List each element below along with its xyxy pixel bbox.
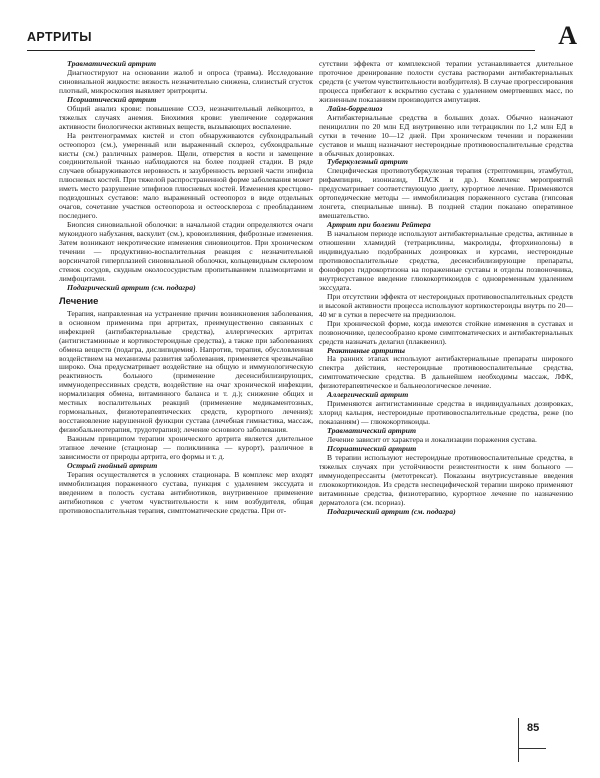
subheading: Подагрический артрит (см. подагра) xyxy=(327,506,456,516)
subheading: Подагрический артрит (см. подагра) xyxy=(67,282,196,292)
paragraph: Диагностируют на основании жалоб и опроса (травма). Исследование синовиальной жидкости: вязкость незначительно снижена, слизистый сгусток плотный, микроскопия выявляет эритроциты. xyxy=(59,67,313,95)
page-number: 85 xyxy=(527,722,540,734)
paragraph: Важным принципом терапии хронического артрита является длительное этапное лечение (стационар — поликлиника — курорт), различное в зависимости от природы артрита, его формы и т. д. xyxy=(59,434,313,461)
subheading: Острый гнойный артрит xyxy=(67,460,158,470)
right-column xyxy=(319,60,573,517)
left-column xyxy=(59,60,313,516)
paragraph: При хронической форме, когда имеются стойкие изменения в суставах и позвоночнике, целесообразно кроме симптоматических и антибактериальных средств назначать делагил (плаквенил). xyxy=(319,318,573,346)
subheading: Травматический артрит xyxy=(67,59,157,68)
paragraph: Общий анализ крови: повышение СОЭ, незначительный лейкоцитоз, в тяжелых случаях анемия. Биохимия крови: увеличение содержания активности биологически активных веществ, вызывающих воспаление. xyxy=(59,103,313,131)
paragraph: Терапия осуществляется в условиях стационара. В комплекс мер входят иммобилизация пораженного сустава, пункция с удалением экссудата и введением в полость сустава антибиотиков, внутривенное применение антибиотиков с учетом чувствительности к ним возбудителя, общая противовоспалительная терапия, симптоматические средства. При от- xyxy=(59,469,313,515)
subheading: Псориатический артрит xyxy=(67,94,157,104)
subheading: Туберкулезный артрит xyxy=(327,157,408,167)
subheading: Артрит при болезни Рейтера xyxy=(327,220,431,230)
paragraph: Антибактериальные средства в больших дозах. Обычно назначают пенициллин по 20 млн ЕД внутривенно или тетрациклин по 1,2 млн ЕД в сутки в течение 10—12 дней. При хроническом течении и поражении суставов и мышц назначают нестероидные противовоспалительные средства в обычных дозировках. xyxy=(319,112,573,158)
paragraph: При отсутствии эффекта от нестероидных противовоспалительных средств и высокой активности процесса используют кортикостероиды внутрь по 20—40 мг в сутки в пересчете на преднизолон. xyxy=(319,291,573,319)
section-letter: А xyxy=(558,21,577,50)
paragraph: На рентгенограммах кистей и стоп обнаруживаются субхондральный остеопороз (см.), умеренный или выраженный склероз, субхондральные кисты (см.) различных размеров. Щели, отверстия в кости и замещение соединительной тканью наблюдаются на более поздней стадии. В ряде случаев обнаруживаются неровность и зазубренность верхней части эпифиза плюсневых костей. При тяжелой распространенной форме заболевания может иметь место разрушение эпифизов плюсневых костей. Изменения крестцово-подвздошных суставов: мало выраженный остеопороз в виде отдельных очагов, сочетание участков остеопороза и остеосклероза с преобладанием последнего. xyxy=(59,130,313,221)
paragraph: В терапии используют нестероидные противовоспалительные средства, в тяжелых случаях при устойчивости резистентности к ним больного — иммунодепрессанты (метотрексат). Показаны внутрисуставные введения глюкокортикоидов. Из средств неспецифической терапии широко применяют витаминные средства, физиотерапию, курортное лечение по назначению дерматолога (см. псориаз). xyxy=(319,452,573,507)
subheading: Травматический артрит xyxy=(327,426,417,436)
header-rule xyxy=(27,50,535,51)
subheading: Аллергический артрит xyxy=(327,390,409,400)
footer-rule xyxy=(518,718,519,762)
subheading: Лайм-боррелиоз xyxy=(327,103,383,113)
paragraph: В начальном периоде используют антибактериальные средства, активные в отношении хламидий (тетрациклины, макролиды, фторхинолоны) в индивидуально подобранных дозировках и курсами, нестероидные противовоспалительные средства, десенсибилизирующие препараты, фонофорез гидрокортизона на пораженные суставы и отделы позвоночника, внутрисуставное введение глюкокортикоидов с одновременным удалением экссудата. xyxy=(319,229,573,292)
footer-line xyxy=(518,748,546,749)
running-title: АРТРИТЫ xyxy=(27,30,92,44)
subheading: Псориатический артрит xyxy=(327,443,417,453)
paragraph: На ранних этапах используют антибактериальные препараты широкого спектра действия, нестероидные противовоспалительные средства, симптоматические средства. В дальнейшем необходимы массаж, ЛФК, физиотерапевтическое и бальнеологическое лечение. xyxy=(319,354,573,391)
subheading: Реактивные артриты xyxy=(327,345,406,355)
section-heading: Лечение xyxy=(59,295,99,307)
paragraph: Применяются антигистаминные средства в индивидуальных дозировках, хлорид кальция, нестероидные противовоспалительные средства, реже (по показаниям) — глюкокортикоиды. xyxy=(319,399,573,427)
paragraph: Терапия, направленная на устранение причин возникновения заболевания, в основном применима при артритах, преимущественно связанных с инфекцией (антибактериальные средства), аллергических артритах (антигистаминные и кортикостероидные средства), а также при заболеваниях обмена веществ (подагра, дислипидемия). Напротив, терапия, обусловленная воздействием на механизмы развития заболевания, применяется чрезвычайно широко. Она предусматривает воздействие на общую и иммунологическую реактивность больного (применение десенсибилизирующих, иммунодепрессивных средств, воздействие на очаг хронической инфекции, нормализация обмена, витаминного баланса и т. д.); снижение общих и местных воспалительных реакций (применение медикаментозных, гормональных, физиотерапевтических средств, курортного лечения); восстановление нарушенной функции сустава (лечебная гимнастика, массаж, физиобальнеотерапия, трудотерапия); лечение основного заболевания. xyxy=(59,308,313,435)
paragraph: Лечение зависит от характера и локализации поражения сустава. xyxy=(327,435,537,445)
paragraph: Биопсия синовиальной оболочки: в начальной стадии определяются очаги мукоидного набухания, васкулит (см.), кровоизлияния, фиброзные изменения. Затем возникают некротические изменения синовиоцитов. При хроническом течении — продуктивно-воспалительная реакция с незначительной ворсинчатой гиперплазией синовиальной оболочки, кольцевидным склерозом стенок сосудов, скудным околососудистым пропитыванием плазмоцитами и лимфоцитами. xyxy=(59,220,313,283)
paragraph: сутствии эффекта от комплексной терапии устанавливается длительное проточное дренирование полости сустава растворами антибактериальных средств (с учетом чувствительности возбудителя). В случае прогрессирования процесса прибегают к вскрытию сустава с удалением омертвевших масс, по жизненным показаниям производится ампутация. xyxy=(319,59,573,104)
paragraph: Специфическая противотуберкулезная терапия (стрептомицин, этамбутол, рифампицин, изониазид, ПАСК и др.). Комплекс мероприятий предусматривает соответствующую диету, курортное лечение. Применяются ортопедические методы — иммобилизация пораженного сустава (гипсовая лонгета, специальные шины). В поздней стадии показано оперативное вмешательство. xyxy=(319,166,573,221)
